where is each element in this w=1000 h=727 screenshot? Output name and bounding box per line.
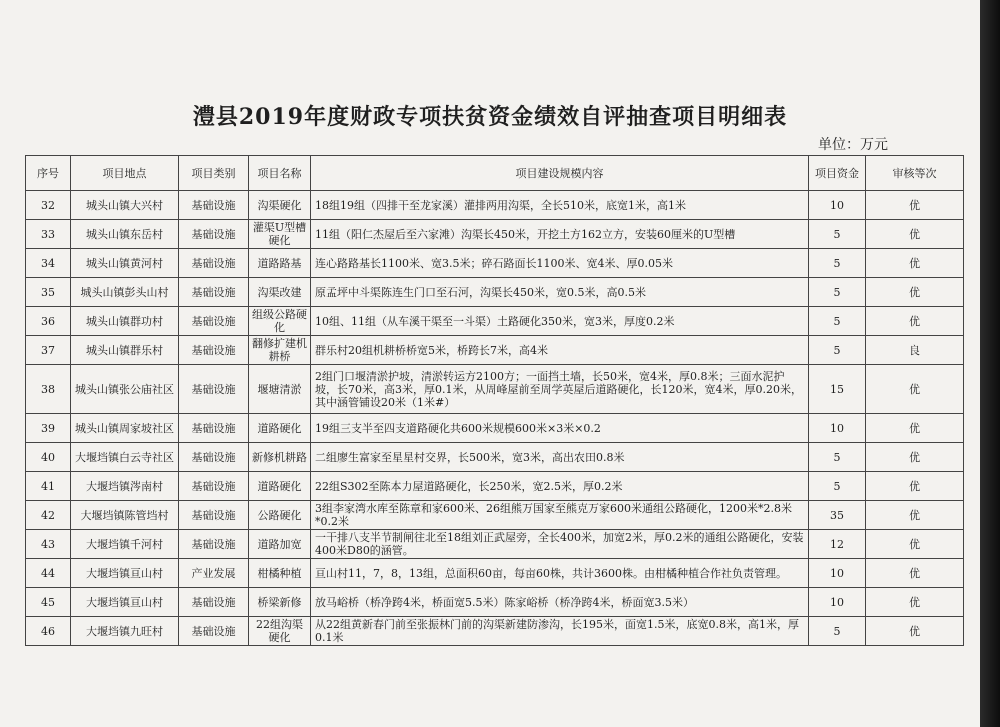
cell-no: 37 (26, 336, 71, 365)
cell-grade: 优 (866, 278, 964, 307)
cell-name: 柑橘种植 (249, 559, 311, 588)
cell-location: 城头山镇大兴村 (71, 191, 179, 220)
cell-location: 城头山镇群功村 (71, 307, 179, 336)
cell-location: 大堰垱镇陈管垱村 (71, 501, 179, 530)
cell-category: 基础设施 (179, 588, 249, 617)
cell-location: 大堰垱镇白云寺社区 (71, 443, 179, 472)
table-row (26, 530, 964, 559)
cell-grade: 优 (866, 501, 964, 530)
cell-name: 公路硬化 (249, 501, 311, 530)
cell-funds: 10 (809, 191, 866, 220)
header-no: 序号 (26, 156, 71, 191)
cell-name: 翻修扩建机耕桥 (249, 336, 311, 365)
cell-grade: 优 (866, 307, 964, 336)
cell-funds: 5 (809, 617, 866, 646)
cell-content: 19组三支半至四支道路硬化共600米规模600米×3米×0.2 (311, 414, 809, 443)
cell-grade: 优 (866, 191, 964, 220)
cell-funds: 5 (809, 443, 866, 472)
cell-content: 从22组黄新春门前至张振林门前的沟渠新建防渗沟，长195米，面宽1.5米，底宽0.8米，高1米，厚0.1米 (311, 617, 809, 646)
cell-content: 二组廖生富家至星星村交界，长500米，宽3米，高出农田0.8米 (311, 443, 809, 472)
cell-funds: 15 (809, 365, 866, 414)
cell-no: 32 (26, 191, 71, 220)
table-row (26, 559, 964, 588)
cell-category: 基础设施 (179, 249, 249, 278)
cell-grade: 优 (866, 365, 964, 414)
unit-label: 单位：万元 (818, 137, 888, 153)
header-grade: 审核等次 (866, 156, 964, 191)
cell-name: 沟渠硬化 (249, 191, 311, 220)
cell-category: 基础设施 (179, 278, 249, 307)
header-name: 项目名称 (249, 156, 311, 191)
cell-no: 46 (26, 617, 71, 646)
cell-content: 原孟坪中斗渠陈连生门口至石河，沟渠长450米，宽0.5米，高0.5米 (311, 278, 809, 307)
cell-category: 基础设施 (179, 501, 249, 530)
table-row (26, 501, 964, 530)
cell-content: 2组门口堰清淤护坡，清淤转运方2100方；一面挡土墙，长50米，宽4米，厚0.8米；三面水泥护坡，长70米，高3米，厚0.1米，从周峰屋前至周学英屋后道路硬化，长120米，宽4米，厚0.20米，其中涵管铺设20米（1米#） (311, 365, 809, 414)
cell-no: 43 (26, 530, 71, 559)
cell-location: 城头山镇东岳村 (71, 220, 179, 249)
cell-name: 道路路基 (249, 249, 311, 278)
cell-content: 群乐村20组机耕桥桥宽5米，桥跨长7米，高4米 (311, 336, 809, 365)
cell-content: 放马峪桥（桥净跨4米，桥面宽5.5米）陈家峪桥（桥净跨4米，桥面宽3.5米） (311, 588, 809, 617)
cell-name: 组级公路硬化 (249, 307, 311, 336)
cell-category: 基础设施 (179, 617, 249, 646)
cell-name: 新修机耕路 (249, 443, 311, 472)
cell-name: 桥梁新修 (249, 588, 311, 617)
cell-location: 大堰垱镇涔南村 (71, 472, 179, 501)
cell-grade: 优 (866, 220, 964, 249)
table-row (26, 278, 964, 307)
table-header-row (26, 156, 964, 191)
cell-category: 基础设施 (179, 191, 249, 220)
cell-no: 45 (26, 588, 71, 617)
table-row (26, 365, 964, 414)
cell-no: 39 (26, 414, 71, 443)
table-row (26, 336, 964, 365)
cell-funds: 5 (809, 278, 866, 307)
cell-grade: 优 (866, 249, 964, 278)
cell-category: 基础设施 (179, 336, 249, 365)
cell-content: 22组S302至陈本力屋道路硬化，长250米，宽2.5米，厚0.2米 (311, 472, 809, 501)
table-row (26, 249, 964, 278)
cell-no: 36 (26, 307, 71, 336)
cell-category: 基础设施 (179, 472, 249, 501)
table-row (26, 307, 964, 336)
document-title: 澧县2019年度财政专项扶贫资金绩效自评抽查项目明细表 (192, 104, 788, 130)
cell-funds: 5 (809, 249, 866, 278)
header-location: 项目地点 (71, 156, 179, 191)
header-content: 项目建设规模内容 (311, 156, 809, 191)
header-category: 项目类别 (179, 156, 249, 191)
cell-location: 大堰垱镇九旺村 (71, 617, 179, 646)
cell-name: 道路硬化 (249, 414, 311, 443)
table-row (26, 443, 964, 472)
cell-grade: 优 (866, 414, 964, 443)
cell-content: 10组、11组（从车溪干渠至一斗渠）土路硬化350米，宽3米，厚度0.2米 (311, 307, 809, 336)
cell-grade: 优 (866, 472, 964, 501)
cell-location: 大堰垱镇千河村 (71, 530, 179, 559)
scan-edge-shadow (980, 0, 1000, 727)
table-row (26, 472, 964, 501)
project-table (25, 155, 964, 646)
cell-content: 11组（阳仁杰屋后至六家滩）沟渠长450米，开挖土方162立方，安装60厘米的U型槽 (311, 220, 809, 249)
cell-category: 基础设施 (179, 220, 249, 249)
cell-name: 堰塘清淤 (249, 365, 311, 414)
cell-content: 18组19组（四排干至龙家溪）灌排两用沟渠，全长510米，底宽1米，高1米 (311, 191, 809, 220)
cell-content: 3组李家湾水库至陈章和家600米、26组熊万国家至熊克万家600米通组公路硬化，1200米*2.8米*0.2米 (311, 501, 809, 530)
cell-content: 亘山村11，7，8，13组，总面积60亩，每亩60株，共计3600株。由柑橘种植合作社负责管理。 (311, 559, 809, 588)
cell-category: 基础设施 (179, 414, 249, 443)
cell-category: 基础设施 (179, 443, 249, 472)
cell-content: 一干排八支半节制闸往北至18组刘正武屋旁，全长400米，加宽2米，厚0.2米的通组公路硬化，安装400米D80的涵管。 (311, 530, 809, 559)
cell-grade: 优 (866, 588, 964, 617)
cell-funds: 10 (809, 559, 866, 588)
cell-location: 城头山镇群乐村 (71, 336, 179, 365)
cell-funds: 5 (809, 336, 866, 365)
cell-grade: 优 (866, 443, 964, 472)
cell-funds: 12 (809, 530, 866, 559)
cell-no: 35 (26, 278, 71, 307)
cell-location: 城头山镇张公庙社区 (71, 365, 179, 414)
cell-category: 基础设施 (179, 365, 249, 414)
cell-funds: 5 (809, 220, 866, 249)
cell-location: 大堰垱镇亘山村 (71, 559, 179, 588)
cell-grade: 良 (866, 336, 964, 365)
table-row (26, 588, 964, 617)
cell-name: 沟渠改建 (249, 278, 311, 307)
cell-category: 基础设施 (179, 307, 249, 336)
cell-grade: 优 (866, 617, 964, 646)
cell-location: 城头山镇黄河村 (71, 249, 179, 278)
header-funds: 项目资金 (809, 156, 866, 191)
cell-no: 33 (26, 220, 71, 249)
cell-name: 22组沟渠硬化 (249, 617, 311, 646)
cell-no: 41 (26, 472, 71, 501)
cell-name: 灌渠U型槽硬化 (249, 220, 311, 249)
cell-location: 城头山镇周家坡社区 (71, 414, 179, 443)
cell-funds: 5 (809, 472, 866, 501)
cell-funds: 5 (809, 307, 866, 336)
cell-no: 38 (26, 365, 71, 414)
cell-funds: 10 (809, 588, 866, 617)
cell-category: 基础设施 (179, 530, 249, 559)
table-row (26, 414, 964, 443)
cell-category: 产业发展 (179, 559, 249, 588)
cell-no: 40 (26, 443, 71, 472)
cell-content: 连心路路基长1100米、宽3.5米；碎石路面长1100米、宽4米、厚0.05米 (311, 249, 809, 278)
cell-funds: 10 (809, 414, 866, 443)
table-row (26, 617, 964, 646)
cell-funds: 35 (809, 501, 866, 530)
cell-no: 34 (26, 249, 71, 278)
cell-location: 大堰垱镇亘山村 (71, 588, 179, 617)
cell-name: 道路加宽 (249, 530, 311, 559)
cell-grade: 优 (866, 559, 964, 588)
table-row (26, 220, 964, 249)
cell-location: 城头山镇彭头山村 (71, 278, 179, 307)
cell-no: 42 (26, 501, 71, 530)
cell-name: 道路硬化 (249, 472, 311, 501)
cell-grade: 优 (866, 530, 964, 559)
cell-no: 44 (26, 559, 71, 588)
table-row (26, 191, 964, 220)
